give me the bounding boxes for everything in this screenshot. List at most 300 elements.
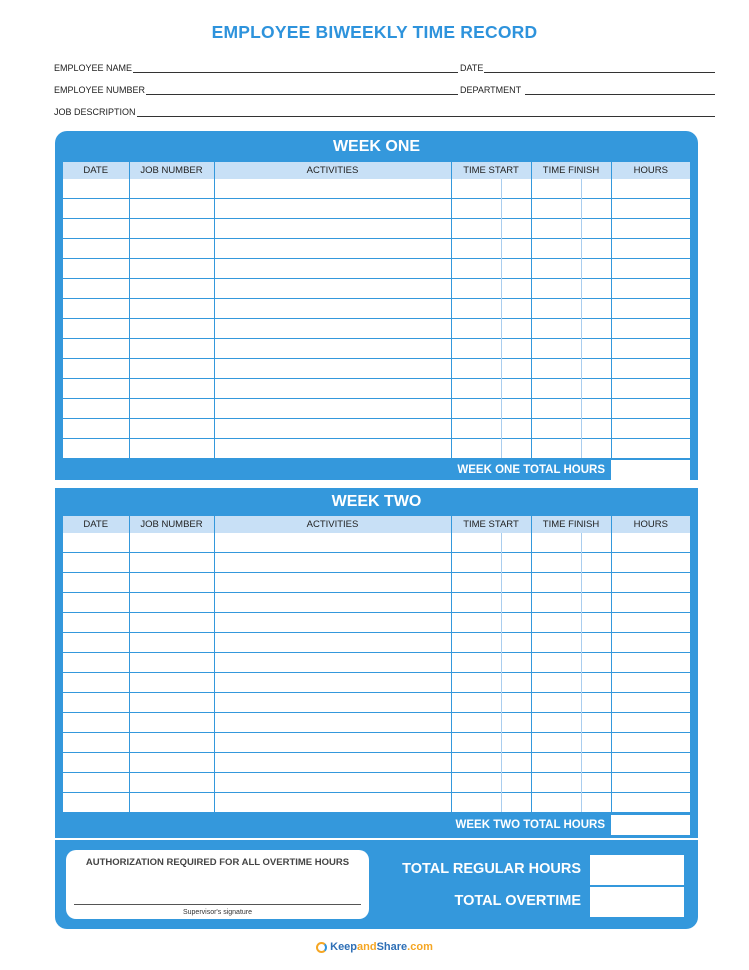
job-number-cell[interactable] <box>129 439 214 459</box>
table-row <box>63 773 690 793</box>
time-start-min-cell[interactable] <box>501 419 531 439</box>
week-one-panel <box>55 131 698 480</box>
time-finish-min-cell[interactable] <box>581 379 611 399</box>
date-cell[interactable] <box>63 339 129 359</box>
date-line[interactable] <box>484 63 715 73</box>
activities-cell[interactable] <box>214 613 451 633</box>
time-start-hour-cell[interactable] <box>451 653 501 673</box>
activities-cell[interactable] <box>214 299 451 319</box>
week-two-table <box>63 516 690 812</box>
signature-label: Supervisor's signature <box>182 909 253 916</box>
logo-swirl-icon <box>316 942 327 953</box>
time-finish-hour-cell[interactable] <box>531 199 581 219</box>
job-number-cell[interactable] <box>129 179 214 199</box>
logo-keep: Keep <box>330 941 358 953</box>
table-row <box>63 359 690 379</box>
activities-cell[interactable] <box>214 259 451 279</box>
table-row <box>63 379 690 399</box>
time-start-hour-cell[interactable] <box>451 793 501 813</box>
time-start-min-cell[interactable] <box>501 533 531 553</box>
job-number-cell[interactable] <box>129 239 214 259</box>
time-start-min-cell[interactable] <box>501 359 531 379</box>
page-title: EMPLOYEE BIWEEKLY TIME RECORD <box>211 22 538 42</box>
authorization-title: AUTHORIZATION REQUIRED FOR ALL OVERTIME HOURS <box>85 857 350 868</box>
time-finish-hour-cell[interactable] <box>531 533 581 553</box>
time-finish-hour-cell[interactable] <box>531 553 581 573</box>
activities-cell[interactable] <box>214 239 451 259</box>
time-finish-hour-cell[interactable] <box>531 793 581 813</box>
activities-cell[interactable] <box>214 199 451 219</box>
col-time-finish: TIME FINISH <box>531 516 611 533</box>
date-label: DATE <box>460 63 484 73</box>
hours-cell[interactable] <box>611 713 690 733</box>
activities-cell[interactable] <box>214 753 451 773</box>
activities-cell[interactable] <box>214 179 451 199</box>
week-one-table <box>63 162 690 458</box>
week-one-total-row <box>55 460 698 480</box>
time-start-hour-cell[interactable] <box>451 199 501 219</box>
time-start-hour-cell[interactable] <box>451 593 501 613</box>
hours-cell[interactable] <box>611 733 690 753</box>
time-start-min-cell[interactable] <box>501 713 531 733</box>
time-finish-hour-cell[interactable] <box>531 299 581 319</box>
time-finish-hour-cell[interactable] <box>531 633 581 653</box>
time-start-min-cell[interactable] <box>501 219 531 239</box>
table-row <box>63 653 690 673</box>
time-finish-hour-cell[interactable] <box>531 279 581 299</box>
hours-cell[interactable] <box>611 259 690 279</box>
time-start-min-cell[interactable] <box>501 793 531 813</box>
table-row <box>63 299 690 319</box>
date-cell[interactable] <box>63 419 129 439</box>
date-cell[interactable] <box>63 259 129 279</box>
time-start-hour-cell[interactable] <box>451 673 501 693</box>
activities-cell[interactable] <box>214 533 451 553</box>
table-row <box>63 219 690 239</box>
time-start-hour-cell[interactable] <box>451 713 501 733</box>
time-start-min-cell[interactable] <box>501 279 531 299</box>
activities-cell[interactable] <box>214 339 451 359</box>
total-regular-hours-box[interactable] <box>590 855 684 885</box>
time-start-min-cell[interactable] <box>501 573 531 593</box>
time-finish-hour-cell[interactable] <box>531 239 581 259</box>
hours-cell[interactable] <box>611 773 690 793</box>
time-finish-hour-cell[interactable] <box>531 339 581 359</box>
col-hours: HOURS <box>611 162 690 179</box>
logo-and: and <box>357 941 377 953</box>
time-finish-min-cell[interactable] <box>581 733 611 753</box>
hours-cell[interactable] <box>611 613 690 633</box>
time-start-min-cell[interactable] <box>501 239 531 259</box>
hours-cell[interactable] <box>611 319 690 339</box>
job-number-cell[interactable] <box>129 553 214 573</box>
week-two-header-row <box>63 516 690 533</box>
time-finish-min-cell[interactable] <box>581 633 611 653</box>
date-cell[interactable] <box>63 633 129 653</box>
table-row <box>63 633 690 653</box>
time-start-hour-cell[interactable] <box>451 553 501 573</box>
time-start-min-cell[interactable] <box>501 613 531 633</box>
time-start-min-cell[interactable] <box>501 673 531 693</box>
job-number-cell[interactable] <box>129 653 214 673</box>
signature-line[interactable] <box>74 904 361 905</box>
time-finish-min-cell[interactable] <box>581 673 611 693</box>
activities-cell[interactable] <box>214 439 451 459</box>
week-two-total-row <box>55 815 698 835</box>
date-cell[interactable] <box>63 593 129 613</box>
job-description-line[interactable] <box>137 107 715 117</box>
activities-cell[interactable] <box>214 359 451 379</box>
col-date: DATE <box>63 516 129 533</box>
job-number-cell[interactable] <box>129 693 214 713</box>
activities-cell[interactable] <box>214 733 451 753</box>
col-date: DATE <box>63 162 129 179</box>
table-row <box>63 339 690 359</box>
employee-name-label: EMPLOYEE NAME <box>54 63 133 73</box>
time-start-min-cell[interactable] <box>501 259 531 279</box>
time-finish-min-cell[interactable] <box>581 179 611 199</box>
time-finish-hour-cell[interactable] <box>531 259 581 279</box>
time-start-hour-cell[interactable] <box>451 613 501 633</box>
date-field[interactable] <box>460 63 715 73</box>
job-number-cell[interactable] <box>129 593 214 613</box>
activities-cell[interactable] <box>214 419 451 439</box>
hours-cell[interactable] <box>611 573 690 593</box>
time-start-hour-cell[interactable] <box>451 439 501 459</box>
job-number-cell[interactable] <box>129 533 214 553</box>
time-finish-min-cell[interactable] <box>581 593 611 613</box>
department-label: DEPARTMENT <box>460 85 522 95</box>
employee-name-field[interactable] <box>54 63 458 73</box>
hours-cell[interactable] <box>611 653 690 673</box>
table-row <box>63 319 690 339</box>
job-number-cell[interactable] <box>129 199 214 219</box>
time-start-hour-cell[interactable] <box>451 319 501 339</box>
activities-cell[interactable] <box>214 379 451 399</box>
time-finish-hour-cell[interactable] <box>531 753 581 773</box>
job-number-cell[interactable] <box>129 259 214 279</box>
time-start-hour-cell[interactable] <box>451 219 501 239</box>
time-start-hour-cell[interactable] <box>451 573 501 593</box>
time-finish-min-cell[interactable] <box>581 219 611 239</box>
job-number-cell[interactable] <box>129 419 214 439</box>
time-start-min-cell[interactable] <box>501 733 531 753</box>
total-overtime-label: TOTAL OVERTIME <box>454 893 581 909</box>
activities-cell[interactable] <box>214 219 451 239</box>
date-cell[interactable] <box>63 219 129 239</box>
job-number-cell[interactable] <box>129 299 214 319</box>
table-row <box>63 613 690 633</box>
time-finish-min-cell[interactable] <box>581 533 611 553</box>
time-start-min-cell[interactable] <box>501 379 531 399</box>
total-regular-hours-label: TOTAL REGULAR HOURS <box>402 861 581 877</box>
activities-cell[interactable] <box>214 653 451 673</box>
date-cell[interactable] <box>63 753 129 773</box>
time-finish-hour-cell[interactable] <box>531 359 581 379</box>
time-start-min-cell[interactable] <box>501 399 531 419</box>
time-finish-min-cell[interactable] <box>581 339 611 359</box>
table-row <box>63 439 690 459</box>
hours-cell[interactable] <box>611 219 690 239</box>
week-two-total-label: WEEK TWO TOTAL HOURS <box>455 819 605 831</box>
job-number-cell[interactable] <box>129 219 214 239</box>
date-cell[interactable] <box>63 179 129 199</box>
col-hours: HOURS <box>611 516 690 533</box>
time-finish-min-cell[interactable] <box>581 553 611 573</box>
col-time-finish: TIME FINISH <box>531 162 611 179</box>
activities-cell[interactable] <box>214 673 451 693</box>
time-start-min-cell[interactable] <box>501 633 531 653</box>
date-cell[interactable] <box>63 553 129 573</box>
authorization-box <box>66 850 369 919</box>
job-number-cell[interactable] <box>129 773 214 793</box>
time-start-hour-cell[interactable] <box>451 339 501 359</box>
date-cell[interactable] <box>63 199 129 219</box>
activities-cell[interactable] <box>214 553 451 573</box>
table-row <box>63 553 690 573</box>
hours-cell[interactable] <box>611 533 690 553</box>
table-row <box>63 713 690 733</box>
time-finish-hour-cell[interactable] <box>531 693 581 713</box>
time-start-min-cell[interactable] <box>501 439 531 459</box>
department-line[interactable] <box>525 85 715 95</box>
week-one-total-box[interactable] <box>611 460 690 480</box>
time-start-hour-cell[interactable] <box>451 533 501 553</box>
job-number-cell[interactable] <box>129 339 214 359</box>
time-finish-min-cell[interactable] <box>581 693 611 713</box>
date-cell[interactable] <box>63 299 129 319</box>
job-number-cell[interactable] <box>129 573 214 593</box>
time-start-min-cell[interactable] <box>501 553 531 573</box>
time-start-hour-cell[interactable] <box>451 179 501 199</box>
time-finish-hour-cell[interactable] <box>531 219 581 239</box>
activities-cell[interactable] <box>214 319 451 339</box>
activities-cell[interactable] <box>214 773 451 793</box>
hours-cell[interactable] <box>611 339 690 359</box>
time-start-hour-cell[interactable] <box>451 239 501 259</box>
time-start-min-cell[interactable] <box>501 339 531 359</box>
employee-name-line[interactable] <box>133 63 458 73</box>
date-cell[interactable] <box>63 653 129 673</box>
activities-cell[interactable] <box>214 693 451 713</box>
time-finish-min-cell[interactable] <box>581 773 611 793</box>
activities-cell[interactable] <box>214 633 451 653</box>
week-two-total-box[interactable] <box>611 815 690 835</box>
table-row <box>63 399 690 419</box>
col-activities: ACTIVITIES <box>214 162 451 179</box>
time-finish-hour-cell[interactable] <box>531 439 581 459</box>
hours-cell[interactable] <box>611 359 690 379</box>
activities-cell[interactable] <box>214 593 451 613</box>
time-start-min-cell[interactable] <box>501 299 531 319</box>
activities-cell[interactable] <box>214 279 451 299</box>
job-number-cell[interactable] <box>129 613 214 633</box>
time-finish-min-cell[interactable] <box>581 753 611 773</box>
job-description-field[interactable] <box>54 107 715 117</box>
time-finish-hour-cell[interactable] <box>531 419 581 439</box>
employee-number-field[interactable] <box>54 85 458 95</box>
time-start-hour-cell[interactable] <box>451 359 501 379</box>
time-finish-hour-cell[interactable] <box>531 713 581 733</box>
time-finish-min-cell[interactable] <box>581 199 611 219</box>
hours-cell[interactable] <box>611 553 690 573</box>
date-cell[interactable] <box>63 319 129 339</box>
date-cell[interactable] <box>63 693 129 713</box>
time-finish-min-cell[interactable] <box>581 359 611 379</box>
time-finish-min-cell[interactable] <box>581 793 611 813</box>
table-row <box>63 793 690 813</box>
table-row <box>63 693 690 713</box>
hours-cell[interactable] <box>611 379 690 399</box>
summary-panel <box>55 840 698 929</box>
time-finish-hour-cell[interactable] <box>531 179 581 199</box>
hours-cell[interactable] <box>611 419 690 439</box>
activities-cell[interactable] <box>214 399 451 419</box>
department-field[interactable] <box>460 85 715 95</box>
hours-cell[interactable] <box>611 693 690 713</box>
job-number-cell[interactable] <box>129 733 214 753</box>
job-number-cell[interactable] <box>129 359 214 379</box>
table-row <box>63 199 690 219</box>
total-overtime-box[interactable] <box>590 887 684 917</box>
time-start-hour-cell[interactable] <box>451 399 501 419</box>
date-cell[interactable] <box>63 359 129 379</box>
job-number-cell[interactable] <box>129 379 214 399</box>
time-start-hour-cell[interactable] <box>451 279 501 299</box>
date-cell[interactable] <box>63 673 129 693</box>
activities-cell[interactable] <box>214 793 451 813</box>
time-finish-min-cell[interactable] <box>581 573 611 593</box>
hours-cell[interactable] <box>611 299 690 319</box>
time-start-hour-cell[interactable] <box>451 379 501 399</box>
activities-cell[interactable] <box>214 713 451 733</box>
time-finish-hour-cell[interactable] <box>531 573 581 593</box>
time-start-min-cell[interactable] <box>501 773 531 793</box>
time-start-hour-cell[interactable] <box>451 259 501 279</box>
hours-cell[interactable] <box>611 399 690 419</box>
time-finish-hour-cell[interactable] <box>531 653 581 673</box>
week-one-title: WEEK ONE <box>332 138 421 155</box>
time-finish-min-cell[interactable] <box>581 613 611 633</box>
time-finish-min-cell[interactable] <box>581 399 611 419</box>
hours-cell[interactable] <box>611 199 690 219</box>
date-cell[interactable] <box>63 379 129 399</box>
week-two-panel <box>55 488 698 838</box>
activities-cell[interactable] <box>214 573 451 593</box>
hours-cell[interactable] <box>611 439 690 459</box>
col-job-number: JOB NUMBER <box>129 516 214 533</box>
table-row <box>63 593 690 613</box>
job-number-cell[interactable] <box>129 399 214 419</box>
job-number-cell[interactable] <box>129 319 214 339</box>
time-start-hour-cell[interactable] <box>451 299 501 319</box>
time-start-min-cell[interactable] <box>501 653 531 673</box>
time-start-hour-cell[interactable] <box>451 773 501 793</box>
time-finish-hour-cell[interactable] <box>531 379 581 399</box>
time-start-hour-cell[interactable] <box>451 733 501 753</box>
time-start-min-cell[interactable] <box>501 319 531 339</box>
time-finish-min-cell[interactable] <box>581 653 611 673</box>
date-cell[interactable] <box>63 733 129 753</box>
table-row <box>63 239 690 259</box>
time-finish-min-cell[interactable] <box>581 319 611 339</box>
time-finish-hour-cell[interactable] <box>531 613 581 633</box>
time-start-min-cell[interactable] <box>501 753 531 773</box>
hours-cell[interactable] <box>611 633 690 653</box>
job-number-cell[interactable] <box>129 793 214 813</box>
hours-cell[interactable] <box>611 673 690 693</box>
employee-number-line[interactable] <box>146 85 458 95</box>
job-number-cell[interactable] <box>129 713 214 733</box>
date-cell[interactable] <box>63 573 129 593</box>
date-cell[interactable] <box>63 793 129 813</box>
col-job-number: JOB NUMBER <box>129 162 214 179</box>
time-finish-min-cell[interactable] <box>581 239 611 259</box>
col-time-start: TIME START <box>451 162 531 179</box>
employee-number-label: EMPLOYEE NUMBER <box>54 85 146 95</box>
time-finish-min-cell[interactable] <box>581 713 611 733</box>
date-cell[interactable] <box>63 713 129 733</box>
date-cell[interactable] <box>63 239 129 259</box>
hours-cell[interactable] <box>611 279 690 299</box>
logo-share: Share <box>376 941 408 953</box>
time-start-min-cell[interactable] <box>501 593 531 613</box>
job-number-cell[interactable] <box>129 753 214 773</box>
time-start-min-cell[interactable] <box>501 179 531 199</box>
date-cell[interactable] <box>63 279 129 299</box>
hours-cell[interactable] <box>611 593 690 613</box>
time-finish-hour-cell[interactable] <box>531 773 581 793</box>
time-start-hour-cell[interactable] <box>451 633 501 653</box>
job-number-cell[interactable] <box>129 633 214 653</box>
week-two-title: WEEK TWO <box>331 493 422 510</box>
job-number-cell[interactable] <box>129 673 214 693</box>
time-finish-min-cell[interactable] <box>581 299 611 319</box>
time-finish-min-cell[interactable] <box>581 279 611 299</box>
date-cell[interactable] <box>63 773 129 793</box>
time-start-hour-cell[interactable] <box>451 693 501 713</box>
hours-cell[interactable] <box>611 239 690 259</box>
time-finish-min-cell[interactable] <box>581 419 611 439</box>
table-row <box>63 533 690 553</box>
col-activities: ACTIVITIES <box>214 516 451 533</box>
date-cell[interactable] <box>63 399 129 419</box>
table-row <box>63 279 690 299</box>
hours-cell[interactable] <box>611 753 690 773</box>
time-finish-hour-cell[interactable] <box>531 319 581 339</box>
date-cell[interactable] <box>63 439 129 459</box>
time-start-min-cell[interactable] <box>501 199 531 219</box>
time-finish-hour-cell[interactable] <box>531 399 581 419</box>
time-finish-hour-cell[interactable] <box>531 593 581 613</box>
date-cell[interactable] <box>63 533 129 553</box>
time-start-hour-cell[interactable] <box>451 753 501 773</box>
time-finish-min-cell[interactable] <box>581 259 611 279</box>
job-number-cell[interactable] <box>129 279 214 299</box>
time-start-hour-cell[interactable] <box>451 419 501 439</box>
col-time-start: TIME START <box>451 516 531 533</box>
table-row <box>63 673 690 693</box>
logo-com: .com <box>407 941 433 953</box>
hours-cell[interactable] <box>611 793 690 813</box>
time-finish-hour-cell[interactable] <box>531 673 581 693</box>
time-start-min-cell[interactable] <box>501 693 531 713</box>
time-finish-hour-cell[interactable] <box>531 733 581 753</box>
date-cell[interactable] <box>63 613 129 633</box>
time-finish-min-cell[interactable] <box>581 439 611 459</box>
week-one-total-label: WEEK ONE TOTAL HOURS <box>457 464 605 476</box>
hours-cell[interactable] <box>611 179 690 199</box>
